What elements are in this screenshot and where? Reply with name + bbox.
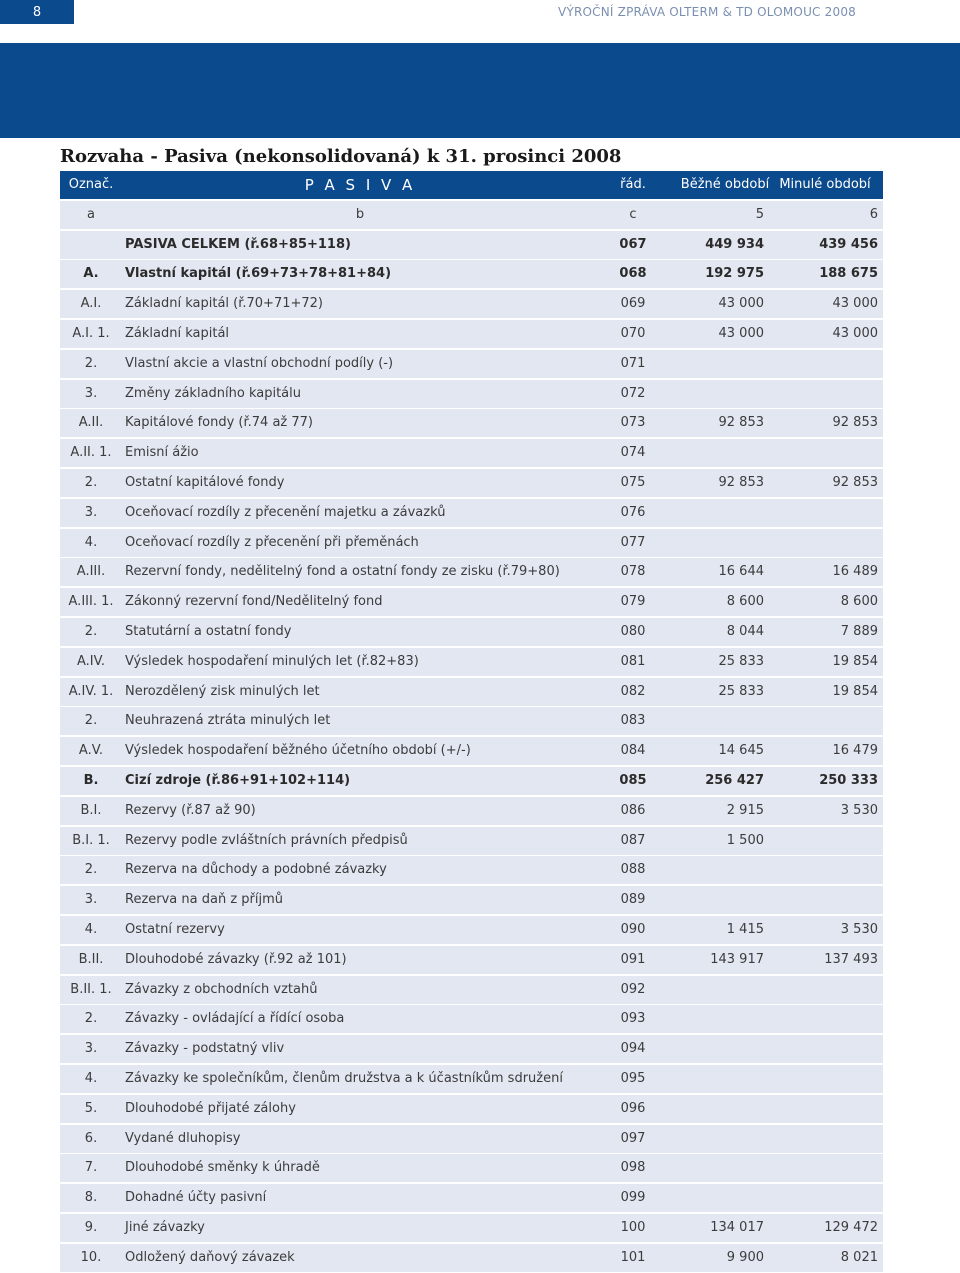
row-mark: A.II. bbox=[78, 415, 104, 431]
row-number: 084 bbox=[620, 743, 646, 759]
row-mark: 2. bbox=[84, 355, 98, 371]
row-current-value: 92 853 bbox=[718, 415, 764, 431]
table-row bbox=[60, 260, 883, 288]
row-previous-value: 43 000 bbox=[832, 325, 878, 341]
row-description: Vydané dluhopisy bbox=[125, 1130, 241, 1146]
row-current-value: 9 900 bbox=[726, 1249, 764, 1265]
row-number: 073 bbox=[620, 415, 646, 431]
row-number: 079 bbox=[620, 594, 646, 610]
row-previous-value bbox=[780, 1125, 878, 1153]
table-header-row bbox=[60, 171, 883, 199]
row-mark: 10. bbox=[80, 1249, 102, 1265]
row-number: 083 bbox=[620, 713, 646, 729]
row-description: Rezerva na důchody a podobné závazky bbox=[125, 862, 387, 878]
row-description: Rezervy (ř.87 až 90) bbox=[125, 802, 256, 818]
row-description: PASIVA CELKEM (ř.68+85+118) bbox=[125, 236, 351, 252]
row-mark: A.III. 1. bbox=[68, 594, 114, 610]
row-mark: A.I. 1. bbox=[72, 325, 110, 341]
row-current-value bbox=[682, 499, 764, 527]
row-current-value: 14 645 bbox=[718, 743, 764, 759]
row-previous-value: 19 854 bbox=[832, 683, 878, 699]
row-description: Ostatní kapitálové fondy bbox=[125, 474, 285, 490]
row-number: 070 bbox=[620, 325, 646, 341]
table-row bbox=[60, 1065, 883, 1093]
row-previous-value bbox=[780, 529, 878, 557]
row-current-value: 92 853 bbox=[718, 474, 764, 490]
row-number: 087 bbox=[620, 832, 646, 848]
row-description: Emisní ážio bbox=[125, 445, 199, 461]
row-current-value bbox=[682, 1065, 764, 1093]
row-description: Základní kapitál (ř.70+71+72) bbox=[125, 296, 323, 312]
row-description: Cizí zdroje (ř.86+91+102+114) bbox=[125, 772, 351, 788]
table-row bbox=[60, 827, 883, 855]
row-mark: B.I. 1. bbox=[72, 832, 110, 848]
row-number: 068 bbox=[619, 266, 647, 282]
row-description: Závazky - ovládající a řídící osoba bbox=[125, 1011, 345, 1027]
table-row bbox=[60, 946, 883, 974]
row-description: Změny základního kapitálu bbox=[125, 385, 302, 401]
row-previous-value: 439 456 bbox=[819, 236, 878, 252]
row-number: 077 bbox=[620, 534, 646, 550]
table-row bbox=[60, 380, 883, 408]
row-description: Odložený daňový závazek bbox=[125, 1249, 295, 1265]
row-number: 097 bbox=[620, 1130, 646, 1146]
row-previous-value: 19 854 bbox=[832, 653, 878, 669]
document-title: Rozvaha - Pasiva (nekonsolidovaná) k 31. prosinci 2008 bbox=[60, 146, 622, 167]
row-current-value: 134 017 bbox=[710, 1219, 764, 1235]
row-number: 101 bbox=[620, 1249, 646, 1265]
header-current-period: Běžné období bbox=[680, 177, 770, 192]
row-description: Oceňovací rozdíly z přecenění při přeměnách bbox=[125, 534, 419, 550]
row-previous-value bbox=[780, 976, 878, 1004]
row-description: Výsledek hospodaření minulých let (ř.82+83) bbox=[125, 653, 419, 669]
row-number: 082 bbox=[620, 683, 646, 699]
table-row bbox=[60, 409, 883, 437]
row-previous-value: 43 000 bbox=[832, 296, 878, 312]
table-row bbox=[60, 1154, 883, 1182]
row-current-value: 256 427 bbox=[705, 772, 764, 788]
row-mark: 4. bbox=[84, 921, 98, 937]
row-number: 100 bbox=[620, 1219, 646, 1235]
row-number: 081 bbox=[620, 653, 646, 669]
row-mark: A. bbox=[83, 266, 99, 282]
table-row bbox=[60, 1125, 883, 1153]
row-mark: A.IV. bbox=[77, 653, 105, 669]
row-previous-value bbox=[780, 1065, 878, 1093]
row-previous-value: 7 889 bbox=[840, 623, 878, 639]
row-previous-value bbox=[780, 380, 878, 408]
row-mark: B.II. 1. bbox=[70, 981, 112, 997]
header-previous-period: Minulé období bbox=[779, 177, 871, 192]
row-number: 095 bbox=[620, 1070, 646, 1086]
table-row bbox=[60, 856, 883, 884]
row-previous-value: 92 853 bbox=[832, 415, 878, 431]
row-current-value: 43 000 bbox=[718, 296, 764, 312]
row-previous-value bbox=[780, 1095, 878, 1123]
row-previous-value: 3 530 bbox=[840, 802, 878, 818]
row-previous-value: 250 333 bbox=[819, 772, 878, 788]
row-mark: 3. bbox=[84, 1041, 98, 1057]
table-row bbox=[60, 1214, 883, 1242]
row-mark: 2. bbox=[84, 1011, 98, 1027]
row-description: Neuhrazená ztráta minulých let bbox=[125, 713, 331, 729]
row-current-value: 1 500 bbox=[726, 832, 764, 848]
table-row bbox=[60, 529, 883, 557]
row-number: 080 bbox=[620, 623, 646, 639]
row-description: Zákonný rezervní fond/Nedělitelný fond bbox=[125, 594, 383, 610]
row-current-value: 25 833 bbox=[718, 683, 764, 699]
row-mark: 2. bbox=[84, 623, 98, 639]
row-previous-value bbox=[780, 499, 878, 527]
row-current-value: 2 915 bbox=[726, 802, 764, 818]
row-number: 090 bbox=[620, 921, 646, 937]
row-number: 096 bbox=[620, 1100, 646, 1116]
row-current-value bbox=[682, 529, 764, 557]
row-description: Závazky z obchodních vztahů bbox=[125, 981, 318, 997]
row-current-value: 43 000 bbox=[718, 325, 764, 341]
row-mark: 8. bbox=[84, 1190, 98, 1206]
row-description: Statutární a ostatní fondy bbox=[125, 623, 292, 639]
row-mark: A.V. bbox=[78, 743, 104, 759]
row-mark: A.III. bbox=[76, 564, 106, 580]
row-current-value bbox=[682, 1005, 764, 1033]
table-row bbox=[60, 1244, 883, 1272]
row-current-value: 16 644 bbox=[718, 564, 764, 580]
table-row bbox=[60, 1184, 883, 1212]
row-current-value bbox=[682, 886, 764, 914]
row-previous-value: 137 493 bbox=[824, 951, 878, 967]
table-row bbox=[60, 976, 883, 1004]
row-description: Jiné závazky bbox=[125, 1219, 205, 1235]
row-current-value bbox=[682, 1095, 764, 1123]
table-row bbox=[60, 1005, 883, 1033]
row-previous-value bbox=[780, 1035, 878, 1063]
col-letter-5: 5 bbox=[755, 206, 764, 222]
row-description: Dlouhodobé směnky k úhradě bbox=[125, 1160, 320, 1176]
header-mark: Označ. bbox=[68, 177, 114, 192]
row-number: 072 bbox=[620, 385, 646, 401]
table-row bbox=[60, 767, 883, 795]
row-mark bbox=[60, 231, 122, 259]
row-description: Dlouhodobé závazky (ř.92 až 101) bbox=[125, 951, 347, 967]
table-row bbox=[60, 350, 883, 378]
row-previous-value: 16 479 bbox=[832, 743, 878, 759]
row-previous-value bbox=[780, 1154, 878, 1182]
table-row bbox=[60, 290, 883, 318]
row-mark: 6. bbox=[84, 1130, 98, 1146]
row-description: Dlouhodobé přijaté zálohy bbox=[125, 1100, 296, 1116]
table-row bbox=[60, 916, 883, 944]
row-mark: 5. bbox=[84, 1100, 98, 1116]
row-number: 074 bbox=[620, 445, 646, 461]
header-banner bbox=[0, 43, 960, 138]
row-previous-value bbox=[780, 1005, 878, 1033]
row-description: Závazky ke společníkům, členům družstva a k účastníkům sdružení bbox=[125, 1070, 563, 1086]
top-bar bbox=[0, 0, 960, 24]
row-number: 089 bbox=[620, 892, 646, 908]
row-previous-value bbox=[780, 350, 878, 378]
col-letter-6: 6 bbox=[869, 206, 878, 222]
row-mark: 9. bbox=[84, 1219, 98, 1235]
row-mark: 4. bbox=[84, 1070, 98, 1086]
row-previous-value: 16 489 bbox=[832, 564, 878, 580]
table-row bbox=[60, 737, 883, 765]
table-row bbox=[60, 886, 883, 914]
col-letter-c: c bbox=[629, 206, 637, 222]
row-number: 092 bbox=[620, 981, 646, 997]
row-current-value: 25 833 bbox=[718, 653, 764, 669]
row-previous-value bbox=[780, 827, 878, 855]
row-description: Oceňovací rozdíly z přecenění majetku a závazků bbox=[125, 504, 446, 520]
row-current-value bbox=[682, 1125, 764, 1153]
row-mark: 3. bbox=[84, 892, 98, 908]
table-row bbox=[60, 320, 883, 348]
table-row bbox=[60, 558, 883, 586]
row-number: 071 bbox=[620, 355, 646, 371]
row-description: Kapitálové fondy (ř.74 až 77) bbox=[125, 415, 313, 431]
row-current-value bbox=[682, 976, 764, 1004]
row-previous-value: 129 472 bbox=[824, 1219, 878, 1235]
row-current-value: 1 415 bbox=[726, 921, 764, 937]
row-previous-value: 3 530 bbox=[840, 921, 878, 937]
row-number: 091 bbox=[620, 951, 646, 967]
balance-sheet-table bbox=[60, 171, 883, 1273]
row-current-value bbox=[682, 1184, 764, 1212]
row-number: 099 bbox=[620, 1190, 646, 1206]
row-number: 075 bbox=[620, 474, 646, 490]
row-mark: 2. bbox=[84, 713, 98, 729]
table-row bbox=[60, 707, 883, 735]
row-current-value bbox=[682, 1154, 764, 1182]
row-description: Základní kapitál bbox=[125, 325, 230, 341]
row-mark: A.II. 1. bbox=[70, 445, 112, 461]
table-row bbox=[60, 588, 883, 616]
row-description: Nerozdělený zisk minulých let bbox=[125, 683, 320, 699]
row-description: Vlastní kapitál (ř.69+73+78+81+84) bbox=[125, 266, 392, 282]
table-row bbox=[60, 648, 883, 676]
row-description: Rezervní fondy, nedělitelný fond a ostatní fondy ze zisku (ř.79+80) bbox=[125, 564, 560, 580]
row-number: 067 bbox=[619, 236, 647, 252]
row-number: 076 bbox=[620, 504, 646, 520]
row-description: Vlastní akcie a vlastní obchodní podíly (-) bbox=[125, 355, 394, 371]
row-current-value: 192 975 bbox=[705, 266, 764, 282]
row-current-value bbox=[682, 350, 764, 378]
row-description: Rezerva na daň z příjmů bbox=[125, 892, 284, 908]
table-row bbox=[60, 469, 883, 497]
table-row bbox=[60, 797, 883, 825]
page-number: 8 bbox=[0, 0, 74, 24]
table-row bbox=[60, 1035, 883, 1063]
table-row bbox=[60, 499, 883, 527]
row-mark: 3. bbox=[84, 385, 98, 401]
row-number: 093 bbox=[620, 1011, 646, 1027]
row-mark: 2. bbox=[84, 474, 98, 490]
row-current-value: 8 044 bbox=[726, 623, 764, 639]
row-mark: B. bbox=[83, 772, 99, 788]
row-description: Závazky - podstatný vliv bbox=[125, 1041, 285, 1057]
col-letter-b: b bbox=[355, 206, 365, 222]
table-row bbox=[60, 439, 883, 467]
row-current-value: 8 600 bbox=[726, 594, 764, 610]
row-previous-value bbox=[780, 1184, 878, 1212]
table-row bbox=[60, 678, 883, 706]
row-current-value bbox=[682, 380, 764, 408]
table-row bbox=[60, 231, 883, 259]
row-mark: B.I. bbox=[80, 802, 102, 818]
row-number: 098 bbox=[620, 1160, 646, 1176]
running-header: VÝROČNÍ ZPRÁVA OLTERM & TD OLOMOUC 2008 bbox=[558, 5, 856, 19]
row-number: 094 bbox=[620, 1041, 646, 1057]
row-mark: A.I. bbox=[80, 296, 102, 312]
row-current-value: 449 934 bbox=[705, 236, 764, 252]
row-previous-value bbox=[780, 856, 878, 884]
row-number: 086 bbox=[620, 802, 646, 818]
row-description: Rezervy podle zvláštních právních předpisů bbox=[125, 832, 408, 848]
row-previous-value bbox=[780, 439, 878, 467]
row-current-value: 143 917 bbox=[710, 951, 764, 967]
column-letters-row bbox=[60, 201, 883, 229]
row-description: Výsledek hospodaření běžného účetního období (+/-) bbox=[125, 743, 471, 759]
row-previous-value: 92 853 bbox=[832, 474, 878, 490]
row-number: 078 bbox=[620, 564, 646, 580]
row-mark: 2. bbox=[84, 862, 98, 878]
row-mark: B.II. bbox=[78, 951, 104, 967]
row-description: Ostatní rezervy bbox=[125, 921, 225, 937]
row-number: 069 bbox=[620, 296, 646, 312]
row-previous-value bbox=[780, 886, 878, 914]
row-current-value bbox=[682, 707, 764, 735]
col-letter-a: a bbox=[87, 206, 95, 222]
row-number: 085 bbox=[619, 772, 647, 788]
row-previous-value: 8 021 bbox=[840, 1249, 878, 1265]
row-previous-value: 188 675 bbox=[819, 266, 878, 282]
row-description: Dohadné účty pasivní bbox=[125, 1190, 267, 1206]
header-title: P A S I V A bbox=[304, 176, 416, 194]
table-row bbox=[60, 1095, 883, 1123]
row-previous-value bbox=[780, 707, 878, 735]
row-current-value bbox=[682, 1035, 764, 1063]
row-mark: 7. bbox=[84, 1160, 98, 1176]
row-previous-value: 8 600 bbox=[840, 594, 878, 610]
header-row-no: řád. bbox=[620, 177, 646, 192]
row-current-value bbox=[682, 856, 764, 884]
table-row bbox=[60, 618, 883, 646]
row-mark: A.IV. 1. bbox=[68, 683, 114, 699]
row-number: 088 bbox=[620, 862, 646, 878]
row-mark: 4. bbox=[84, 534, 98, 550]
row-current-value bbox=[682, 439, 764, 467]
row-mark: 3. bbox=[84, 504, 98, 520]
